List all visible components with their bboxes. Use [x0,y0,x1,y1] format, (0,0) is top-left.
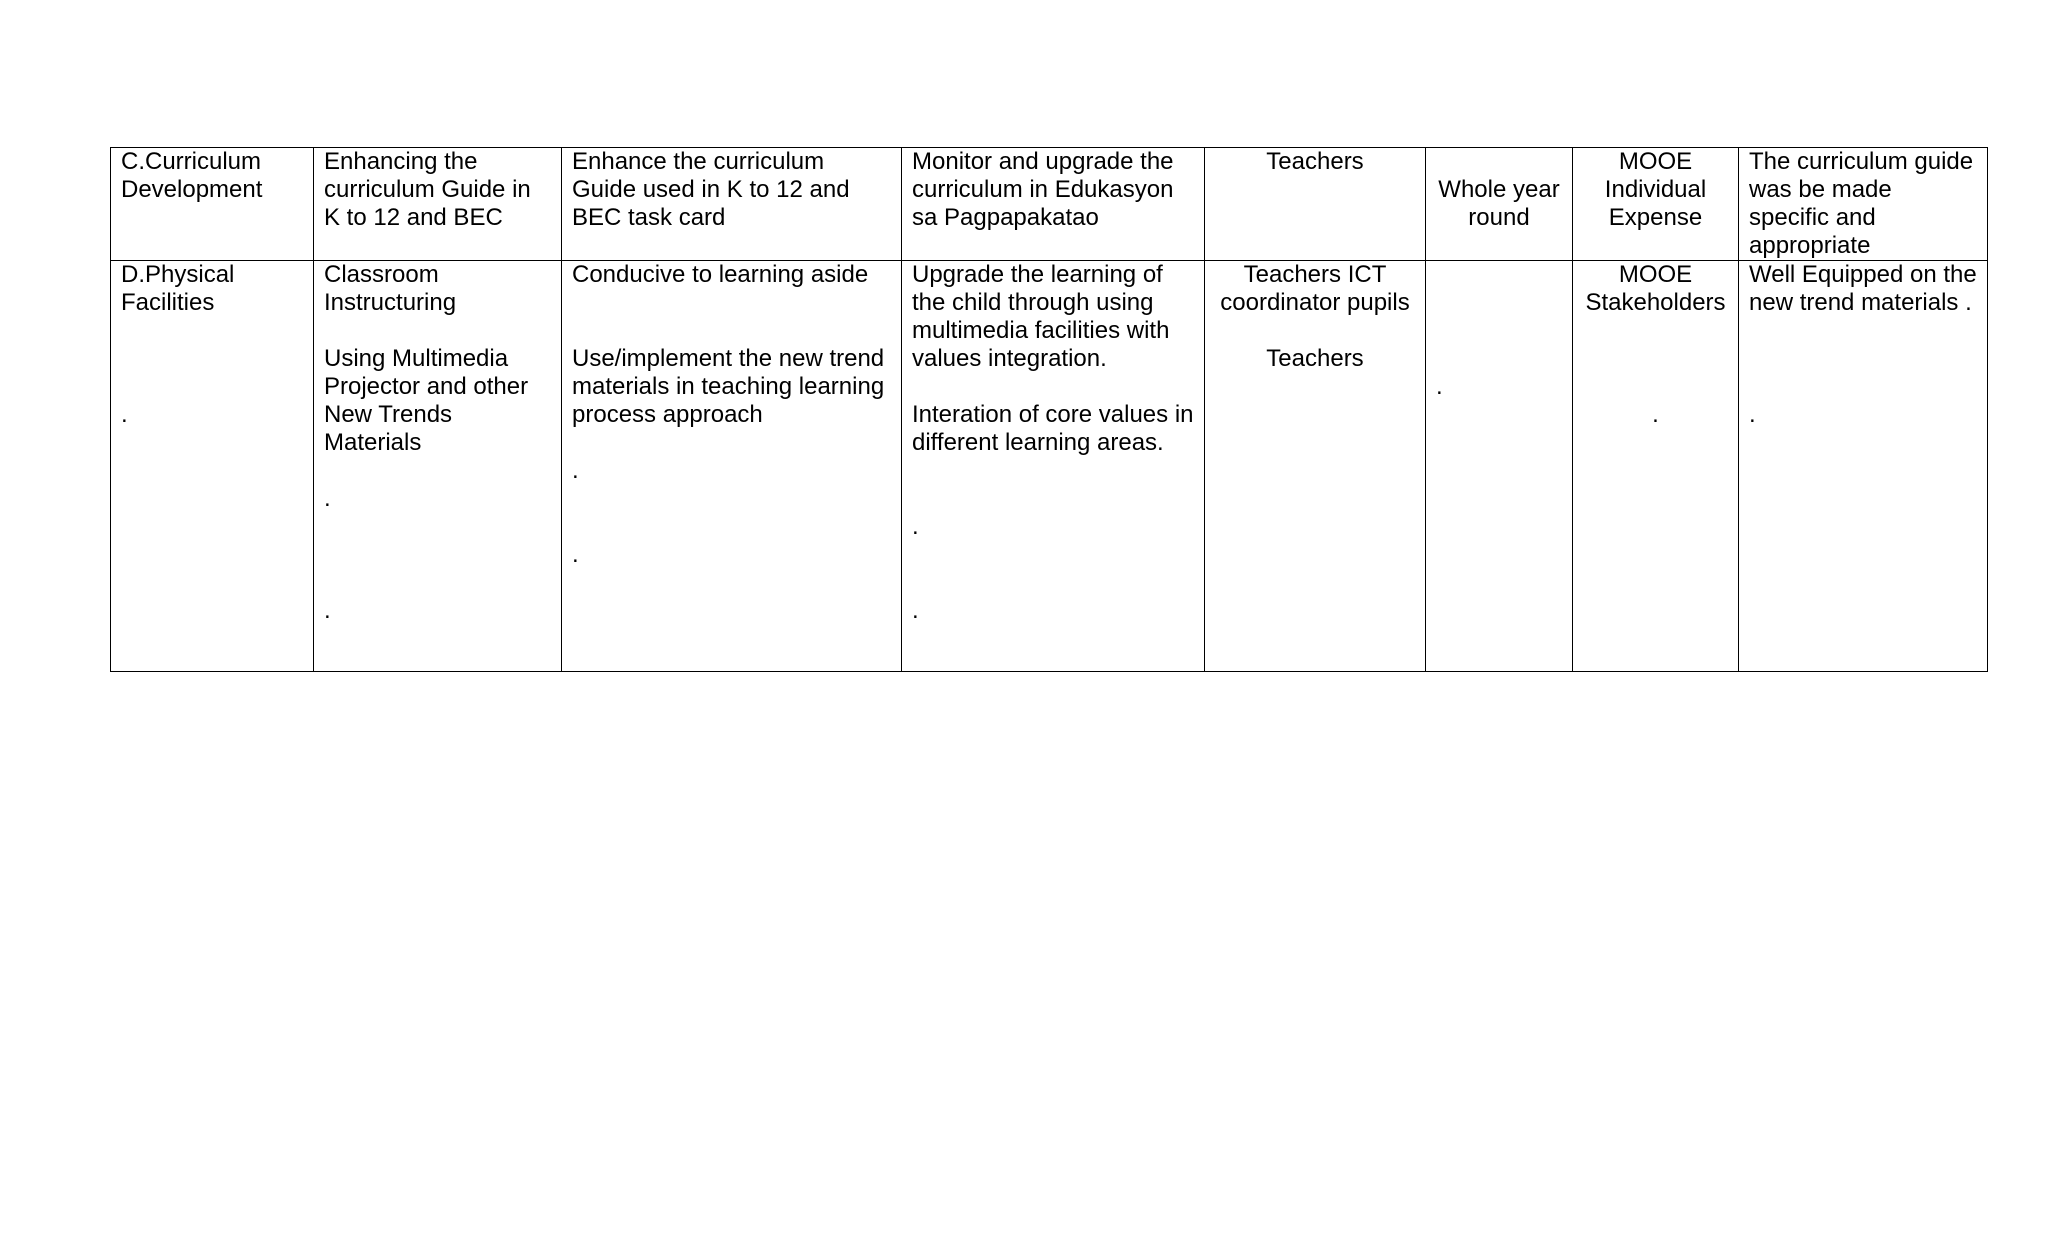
resources-cell [1573,148,1739,261]
success-cell [1739,148,1988,261]
success-text: The curriculum guide was be made specific and appropriate [1749,148,1980,259]
strategy-text-2: Use/implement the new trend materials in teaching learning process approach [572,345,891,428]
strategy-cell [562,261,902,672]
objective-text-1: Classroom Instructuring [324,261,457,316]
success-dot: . [1749,401,1756,428]
strategy-cell [562,148,902,261]
persons-cell [1205,261,1426,672]
activity-text-2: Interation of core values in different learning areas. [912,401,1201,456]
resources-cell [1573,261,1739,672]
time-text: Whole year round [1438,176,1567,231]
time-dot: . [1436,373,1443,400]
success-text: Well Equipped on the new trend materials . [1749,261,1984,316]
persons-text-1: Teachers ICT coordinator pupils [1220,261,1410,316]
activity-dot-2: . [912,597,919,624]
activity-text: Monitor and upgrade the curriculum in Edukasyon sa Pagpapakatao [912,148,1181,231]
area-dot: . [121,401,128,428]
activity-dot-1: . [912,513,919,540]
objective-dot-1: . [324,485,331,512]
activity-text-1: Upgrade the learning of the child through using multimedia facilities with values integration. [912,261,1177,372]
plan-table [110,147,1988,672]
area-text: D.Physical Facilities [121,261,242,316]
persons-text-2: Teachers [1266,345,1364,372]
activity-cell [902,261,1205,672]
strategy-dot-1: . [572,457,579,484]
area-text: C.Curriculum Development [121,148,268,203]
objective-dot-2: . [324,597,331,624]
objective-cell [314,261,562,672]
resources-text: MOOE Stakeholders [1585,261,1726,316]
success-cell [1739,261,1988,672]
resources-dot: . [1652,401,1659,428]
strategy-text: Enhance the curriculum Guide used in K to 12 and BEC task card [572,148,857,231]
strategy-text-1: Conducive to learning aside [572,261,869,288]
activity-cell [902,148,1205,261]
table-row [111,261,1988,672]
persons-cell [1205,148,1426,261]
strategy-dot-2: . [572,541,579,568]
objective-text-2: Using Multimedia Projector and other New Trends Materials [324,345,535,456]
time-cell [1426,261,1573,672]
table-row [111,148,1988,261]
area-cell [111,261,314,672]
objective-text: Enhancing the curriculum Guide in K to 12 and BEC [324,148,538,231]
time-cell [1426,148,1573,261]
persons-text: Teachers [1266,148,1364,175]
objective-cell [314,148,562,261]
resources-text: MOOE Individual Expense [1604,148,1713,231]
area-cell [111,148,314,261]
